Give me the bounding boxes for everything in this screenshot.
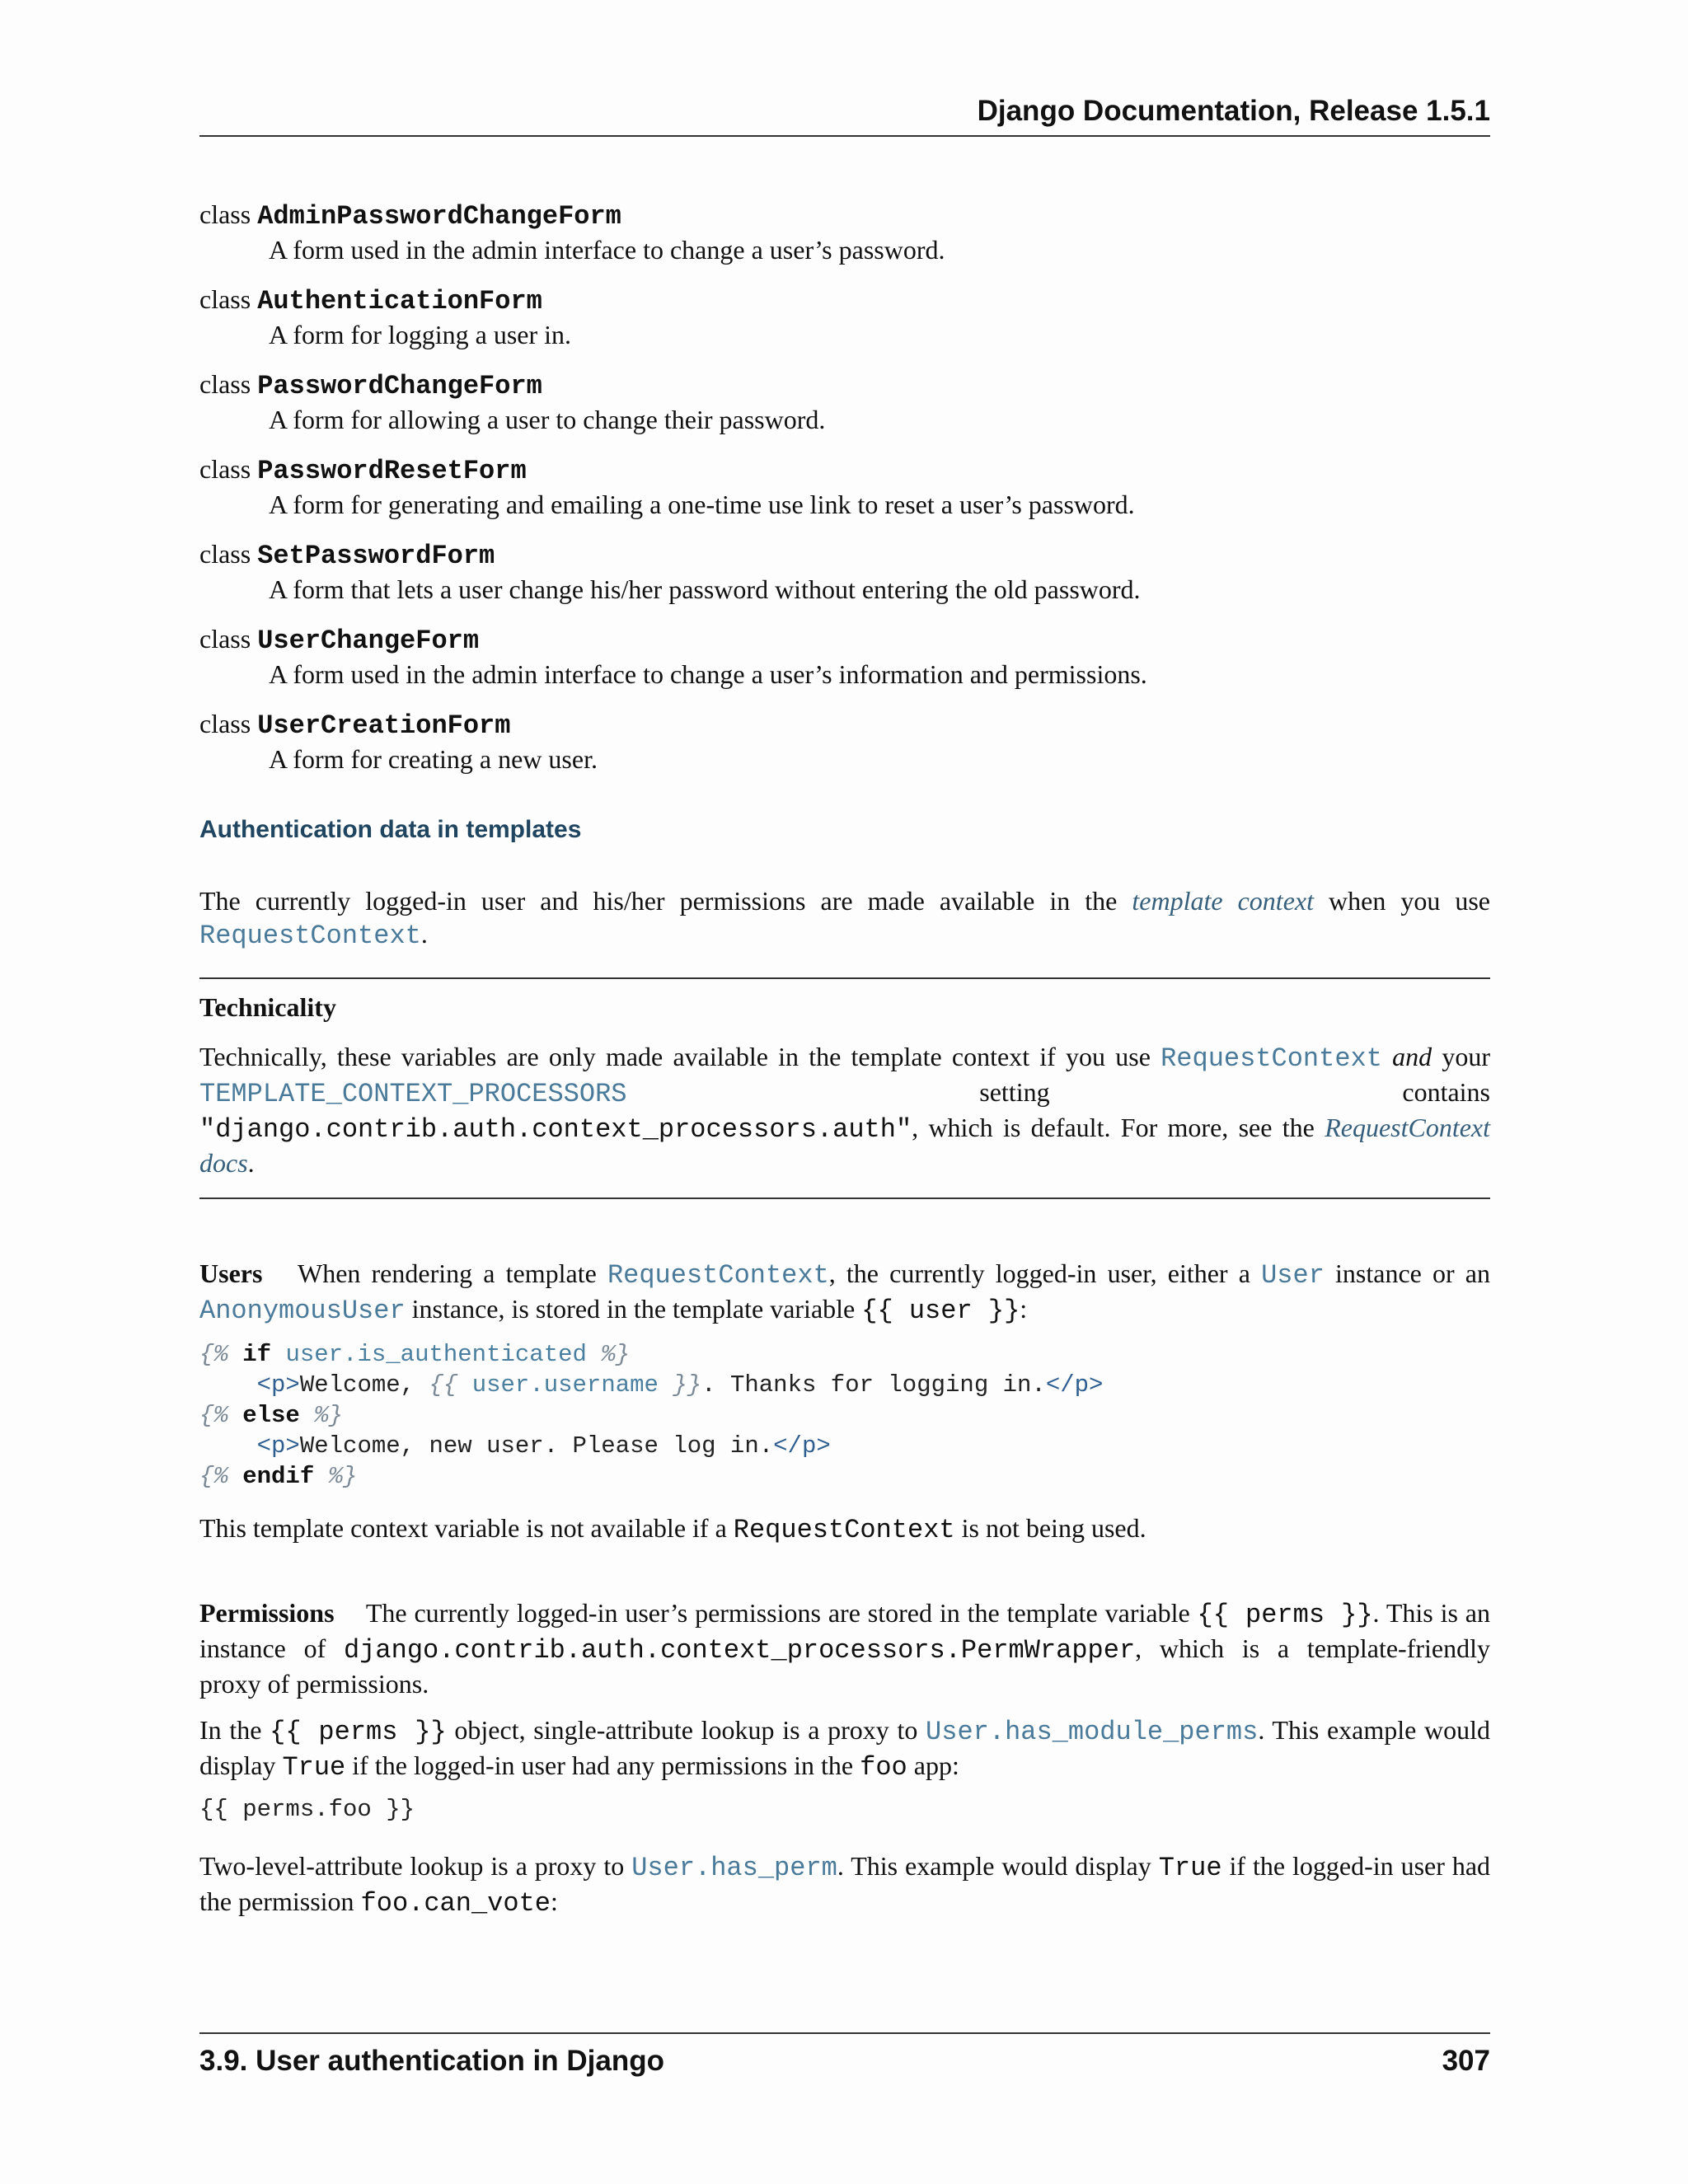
- class-keyword: class: [199, 454, 251, 484]
- running-footer: [199, 2032, 1490, 2082]
- class-keyword: class: [199, 369, 251, 399]
- class-keyword: class: [199, 199, 251, 229]
- requestcontext-docs-link[interactable]: RequestContext docs: [199, 1113, 1491, 1178]
- footer-section: 3.9. User authentication in Django: [199, 2045, 664, 2077]
- class-keyword: class: [199, 539, 251, 569]
- inline-code: {{ perms }}: [270, 1717, 447, 1747]
- note-body: Technically, these variables are only made available in the template context if you use RequestContext and your TEMPLATE_CONTEXT_PROCESSORS setting contains "django.contrib.auth.context_processors.auth", which is default. For more, see the RequestContext docs.: [199, 1042, 1491, 1178]
- permissions-title: Permissions: [199, 1598, 335, 1628]
- note-title: Technicality: [199, 992, 336, 1022]
- user-link[interactable]: User: [1261, 1260, 1325, 1291]
- class-entry: [199, 707, 1490, 776]
- inline-code: django.contrib.auth.context_processors.PermWrapper: [344, 1635, 1136, 1666]
- class-description: A form used in the admin interface to change a user’s password.: [269, 235, 945, 265]
- code-block: {{ perms.foo }}: [199, 1796, 415, 1823]
- users-title: Users: [199, 1258, 263, 1288]
- class-name: AuthenticationForm: [257, 286, 542, 316]
- has-module-perms-link[interactable]: User.has_module_perms: [926, 1717, 1259, 1747]
- intro-paragraph: The currently logged-in user and his/her permissions are made available in the template context when you use RequestContext.: [199, 886, 1491, 951]
- class-keyword: class: [199, 709, 251, 738]
- code-line: {% else %}: [199, 1402, 344, 1429]
- class-entry: [199, 622, 1490, 691]
- class-entry: [199, 198, 1490, 266]
- page-content: [199, 198, 1490, 1920]
- inline-code: True: [1158, 1853, 1222, 1883]
- class-entry: [199, 537, 1490, 606]
- perms-lookup-paragraph: In the {{ perms }} object, single-attribute lookup is a proxy to User.has_module_perms. This example would display True if the logged-in user had any permissions in the foo app:: [199, 1715, 1491, 1783]
- class-keyword: class: [199, 284, 251, 314]
- class-name: UserCreationForm: [257, 710, 511, 741]
- class-entry: [199, 368, 1490, 436]
- class-description: A form for creating a new user.: [269, 744, 598, 774]
- inline-code: RequestContext: [733, 1515, 955, 1545]
- has-perm-link[interactable]: User.has_perm: [631, 1853, 837, 1883]
- page-number: 307: [1442, 2045, 1490, 2077]
- class-description: A form that lets a user change his/her password without entering the old password.: [269, 574, 1141, 604]
- code-line: <p>Welcome, {{ user.username }}. Thanks for logging in.</p>: [256, 1371, 1104, 1399]
- class-name: PasswordResetForm: [257, 456, 527, 486]
- requestcontext-link[interactable]: RequestContext: [1160, 1043, 1382, 1074]
- anonymoususer-link[interactable]: AnonymousUser: [199, 1296, 406, 1326]
- class-description: A form for generating and emailing a one-time use link to reset a user’s password.: [269, 490, 1135, 519]
- running-header: [199, 91, 1490, 137]
- requestcontext-link[interactable]: RequestContext: [607, 1260, 829, 1291]
- inline-code: True: [282, 1752, 346, 1783]
- users-after-paragraph: This template context variable is not available if a RequestContext is not being used.: [199, 1513, 1146, 1545]
- inline-code: foo: [860, 1752, 907, 1783]
- class-entry: [199, 283, 1490, 351]
- code-line: {% if user.is_authenticated %}: [199, 1341, 631, 1368]
- class-name: PasswordChangeForm: [257, 371, 542, 401]
- code-line: {% endif %}: [199, 1463, 358, 1490]
- class-entry: [199, 452, 1490, 521]
- template-context-link[interactable]: template context: [1132, 886, 1314, 916]
- requestcontext-link[interactable]: RequestContext: [199, 921, 421, 951]
- class-name: UserChangeForm: [257, 626, 480, 656]
- permissions-paragraph: Permissions The currently logged-in user’s permissions are stored in the template variable {{ perms }}. This is an instance of django.contrib.auth.context_processors.PermWrapper, which is a template-friendly proxy of permissions.: [199, 1598, 1491, 1699]
- class-description: A form used in the admin interface to change a user’s information and permissions.: [269, 659, 1147, 689]
- class-keyword: class: [199, 624, 251, 654]
- code-block: [199, 1339, 1490, 1492]
- section-heading: Authentication data in templates: [199, 816, 582, 843]
- class-description: A form for logging a user in.: [269, 320, 572, 349]
- inline-code: {{ perms }}: [1197, 1600, 1373, 1630]
- class-description: A form for allowing a user to change their password.: [269, 405, 826, 434]
- inline-code: foo.can_vote: [360, 1888, 551, 1919]
- perms-two-level-paragraph: Two-level-attribute lookup is a proxy to User.has_perm. This example would display True if the logged-in user had the permission foo.can_vote:: [199, 1851, 1491, 1919]
- header-title: Django Documentation, Release 1.5.1: [977, 95, 1490, 127]
- code-line: <p>Welcome, new user. Please log in.</p>: [256, 1432, 831, 1460]
- class-name: AdminPasswordChangeForm: [257, 201, 621, 232]
- inline-code: "django.contrib.auth.context_processors.auth": [199, 1114, 912, 1145]
- technicality-note: [199, 977, 1490, 1199]
- template-context-processors-link[interactable]: TEMPLATE_CONTEXT_PROCESSORS: [199, 1079, 627, 1109]
- inline-code: {{ user }}: [861, 1296, 1020, 1326]
- class-name: SetPasswordForm: [257, 541, 495, 571]
- users-paragraph: Users When rendering a template RequestContext, the currently logged-in user, either a User instance or an AnonymousUser instance, is stored in the template variable {{ user }}:: [199, 1258, 1491, 1326]
